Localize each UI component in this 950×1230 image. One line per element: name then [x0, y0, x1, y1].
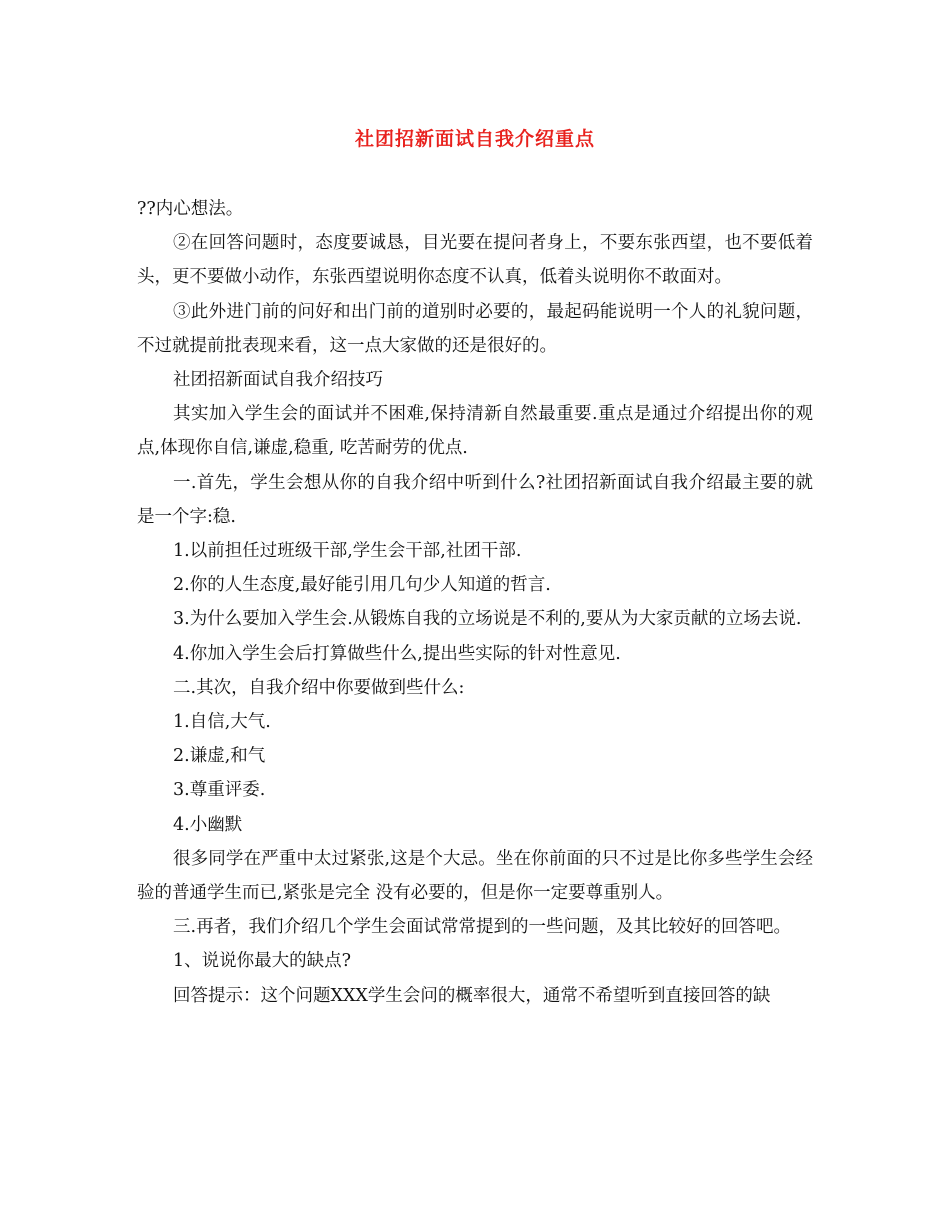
document-title: 社团招新面试自我介绍重点 — [354, 128, 595, 150]
paragraph: 4.你加入学生会后打算做些什么,提出些实际的针对性意见. — [173, 643, 621, 664]
paragraph: ②在回答问题时，态度要诚恳，目光要在提问者身上，不要东张西望，也不要低着头，更不要做小动作，东张西望说明你态度不认真，低着头说明你不敢面对。 — [137, 233, 813, 288]
paragraph: 二.其次，自我介绍中你要做到些什么: — [173, 677, 465, 698]
paragraph: 1.以前担任过班级干部,学生会干部,社团干部. — [173, 541, 522, 562]
paragraph: ③此外进门前的问好和出门前的道别时必要的，最起码能说明一个人的礼貌问题，不过就提前批表现来看，这一点大家做的还是很好的。 — [137, 301, 813, 356]
paragraph: 2.你的人生态度,最好能引用几句少人知道的哲言. — [173, 575, 551, 596]
paragraph: 3.为什么要加入学生会.从锻炼自我的立场说是不利的,要从为大家贡献的立场去说. — [173, 609, 802, 630]
paragraph: 1.自信,大气. — [173, 712, 271, 733]
paragraph: 很多同学在严重中太过紧张,这是个大忌。坐在你前面的只不过是比你多些学生会经验的普通学生而已,紧张是完全 没有必要的，但是你一定要尊重别人。 — [137, 848, 813, 904]
paragraph: 社团招新面试自我介绍技巧 — [173, 370, 383, 391]
paragraph: 1、说说你最大的缺点? — [173, 951, 352, 972]
paragraph: 一.首先，学生会想从你的自我介绍中听到什么?社团招新面试自我介绍最主要的就是一个字:稳. — [137, 472, 813, 527]
paragraph: 2.谦虚,和气 — [173, 746, 266, 767]
paragraph: ??内心想法。 — [137, 199, 244, 219]
paragraph: 三.再者，我们介绍几个学生会面试常常提到的一些问题，及其比较好的回答吧。 — [173, 917, 792, 938]
paragraph: 4.小幽默 — [173, 814, 243, 835]
document-body — [137, 192, 813, 1013]
paragraph: 回答提示：这个问题XXX学生会问的概率很大，通常不希望听到直接回答的缺 — [173, 985, 771, 1006]
paragraph: 3.尊重评委. — [173, 780, 266, 801]
paragraph: 其实加入学生会的面试并不困难,保持清新自然最重要.重点是通过介绍提出你的观点,体现你自信,谦虚,稳重, 吃苦耐劳的优点. — [137, 404, 813, 459]
